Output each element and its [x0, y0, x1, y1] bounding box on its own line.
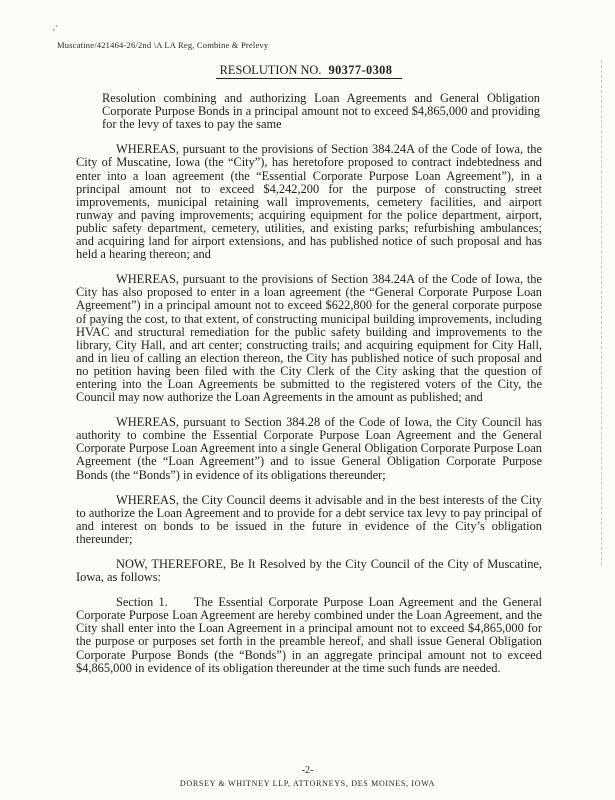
section-1-label: Section 1.: [116, 595, 168, 610]
resolution-number: 90377-0308: [328, 63, 393, 77]
paragraph-whereas-1: WHEREAS, pursuant to the provisions of Section 384.24A of the Code of Iowa, the City of Muscatine, Iowa (the “City”), has heretofore proposed to contract indebtedness and enter into a loan agreement (the “Essential Corporate Purpose Loan Agreement”), in a principal amount not to exceed $4,242,200 for the purpose of constructing street improvements, municipal retaining wall improvements, cemetery facilities, and airport runway and paving improvements; acquiring equipment for the police department, airport, public safety department, cemetery, utilities, and existing parks; refurbishing ambulances; and acquiring land for airport extensions, and has published notice of such proposal and has held a hearing thereon; and: [76, 142, 542, 262]
pen-mark: ·˙: [50, 23, 61, 37]
paragraph-now-therefore: NOW, THEREFORE, Be It Resolved by the City Council of the City of Muscatine, Iowa, as follows:: [76, 557, 542, 585]
scan-artifact-right-edge: [601, 60, 602, 565]
document-body: [76, 64, 542, 675]
resolution-summary: Resolution combining and authorizing Loan Agreements and General Obligation Corporate Purpose Bonds in a principal amount not to exceed $4,865,000 and providing for the levy of taxes to pay the same: [102, 91, 540, 132]
resolution-title-underline: [216, 64, 403, 79]
header-note: Muscatine/421464-26/2nd \A LA Reg, Combine & Prelevy: [57, 40, 269, 50]
resolution-title: [76, 64, 542, 79]
page-number: -2-: [301, 765, 314, 776]
section-1-text: The Essential Corporate Purpose Loan Agreement and the General Corporate Purpose Loan Agreement are hereby combined under the Loan Agreement, and the City shall enter into the Loan Agreement in a principal amount not to exceed $4,865,000 for the purpose or purposes set forth in the preamble hereof, and shall issue General Obligation Corporate Purpose Bonds (the “Bonds”) in an aggregate principal amount not to exceed $4,865,000 in evidence of its obligation thereunder at the time such funds are needed.: [76, 595, 542, 675]
law-firm-line: DORSEY & WHITNEY LLP, ATTORNEYS, DES MOINES, IOWA: [179, 779, 436, 788]
paragraph-whereas-3: WHEREAS, pursuant to Section 384.28 of the Code of Iowa, the City Council has authority to combine the Essential Corporate Purpose Loan Agreement and the General Corporate Purpose Loan Agreement into a single General Obligation Corporate Purpose Loan Agreement (the “Loan Agreement”) and to issue General Obligation Corporate Purpose Bonds (the “Bonds”) in evidence of its obligations thereunder;: [76, 415, 542, 482]
paragraph-section-1: [76, 596, 542, 675]
paragraph-whereas-4: WHEREAS, the City Council deems it advisable and in the best interests of the City to authorize the Loan Agreement and to provide for a debt service tax levy to pay principal of and interest on bonds to be issued in the future in evidence of the City’s obligation thereunder;: [76, 492, 542, 546]
resolution-title-label: RESOLUTION NO.: [219, 63, 322, 77]
paragraph-whereas-2: WHEREAS, pursuant to the provisions of Section 384.24A of the Code of Iowa, the City has also proposed to enter in a loan agreement (the “General Corporate Purpose Loan Agreement”) in a principal amount not to exceed $622,800 for the general corporate purpose of paying the cost, to that extent, of constructing municipal building improvements, including HVAC and structural remediation for the public safety building and improvements to the library, City Hall, and art center; constructing trails; and acquiring equipment for City Hall, and in lieu of calling an election thereon, the City has published notice of such proposal and no petition having been filed with the City Clerk of the City asking that the question of entering into the Loan Agreements be submitted to the registered voters of the City, the Council may now authorize the Loan Agreements in the amount as published; and: [76, 272, 542, 405]
page-footer: [0, 765, 615, 788]
